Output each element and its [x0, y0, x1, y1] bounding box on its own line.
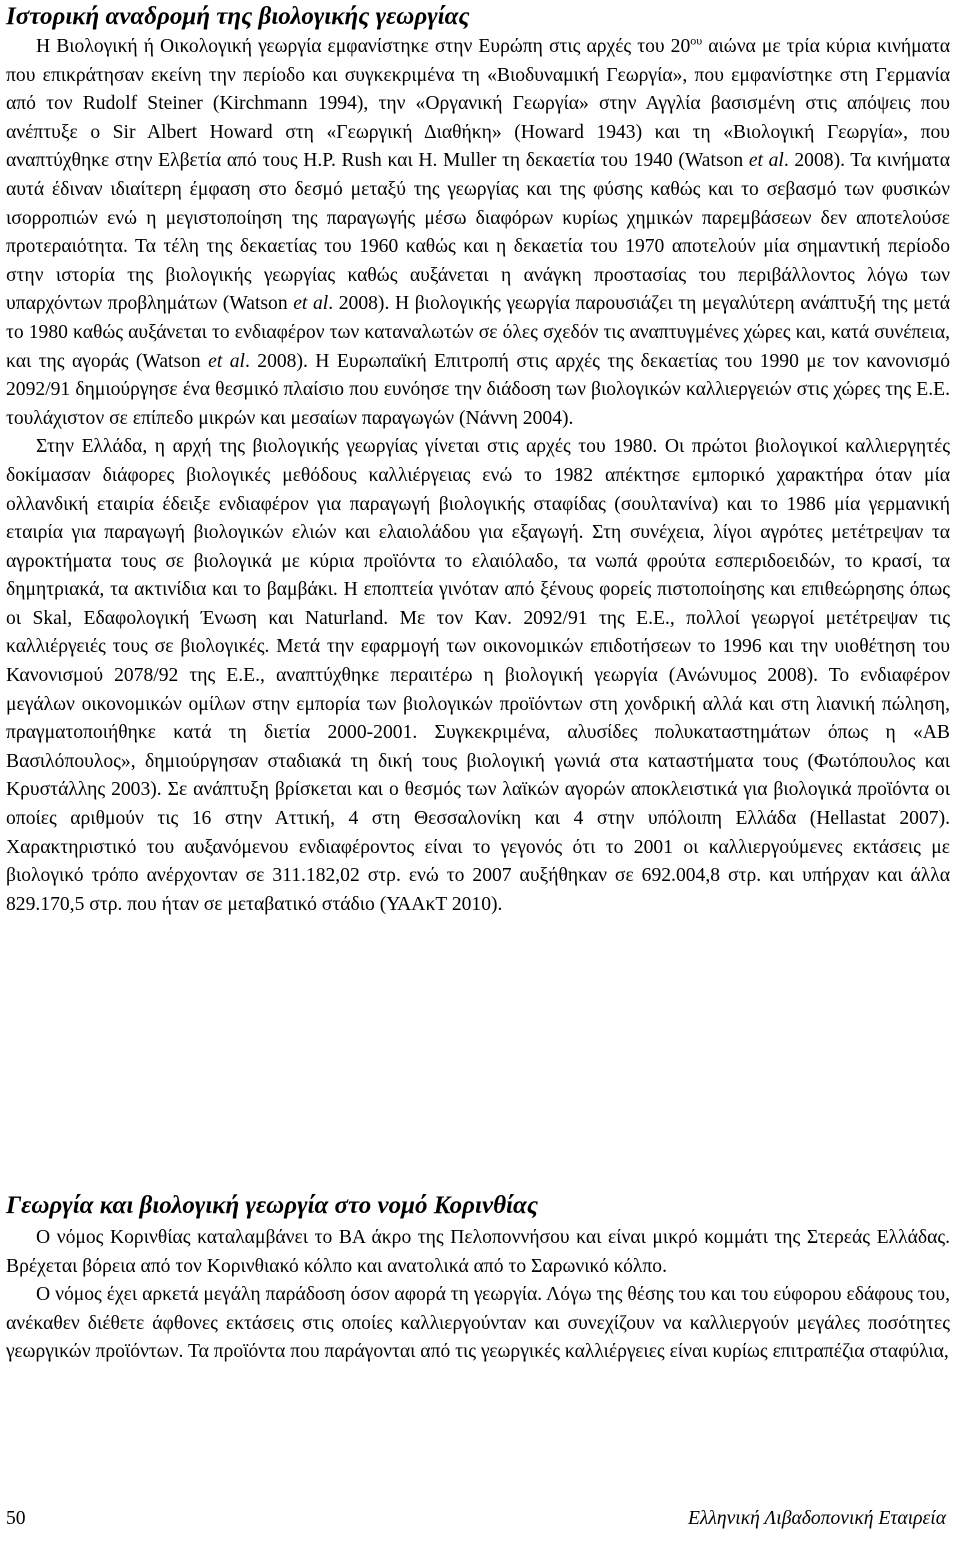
- superscript: ου: [690, 33, 703, 48]
- text-run: Η Βιολογική ή Οικολογική γεωργία εμφανίστηκε στην Ευρώπη στις αρχές του 20: [36, 36, 691, 57]
- publisher-name: Ελληνική Λιβαδοπονική Εταιρεία: [687, 1508, 946, 1529]
- page-number: 50: [6, 1508, 26, 1529]
- citation-et-al: et al: [208, 350, 245, 372]
- paragraph-korinthia-1: Ο νόμος Κορινθίας καταλαμβάνει το ΒΑ άκρο της Πελοποννήσου και είναι μικρό κομμάτι της Στερεάς Ελλάδας. Βρέχεται βόρεια από τον Κορινθιακό κόλπο και ανατολικά από το Σαρωνικό κόλπο.: [6, 1227, 950, 1277]
- citation-et-al: et al: [748, 150, 784, 172]
- paragraph-korinthia-2: Ο νόμος έχει αρκετά μεγάλη παράδοση όσον αφορά τη γεωργία. Λόγω της θέσης του και του εύφορου εδάφους του, ανέκαθεν διέθετε άφθονες εκτάσεις στις οποίες καλλιεργούνταν και συνεχίζουν να καλλιεργούν μεγάλες ποσότητες γεωργικών προϊόντων. Τα προϊόντα που παράγονται από τις γεωργικές καλλιέργειες είναι κυρίως επιτραπέζια σταφύλια,: [6, 1284, 950, 1363]
- citation-et-al: et al: [293, 293, 329, 315]
- section-title-korinthia: Γεωργία και βιολογική γεωργία στο νομό Κορινθίας: [6, 1192, 538, 1219]
- paragraph-history-1: [6, 33, 950, 433]
- text-run: . 2008). Τα κινήματα αυτά έδιναν ιδιαίτερη έμφαση στο δεσμό μεταξύ της γεωργίας και της φύσης καθώς και το σεβασμό των φυσικών ισορροπιών ενώ η μεγιστοποίηση της παραγωγής μέσω διαφόρων κυρίως χημικών παρεμβάσεων δεν αποτελούσε προτεραιότητα. Τα τέλη της δεκαετίας του 1960 καθώς και η δεκαετία του 1970 αποτελούν μία σημαντική περίοδο στην ιστορία της βιολογικής γεωργίας καθώς αυξάνεται η ανάγκη προστασίας του περιβάλλοντος λόγω των υπαρχόντων προβλημάτων (Watson: [6, 150, 950, 315]
- text-run: . 2008). Η Ευρωπαϊκή Επιτροπή στις αρχές της δεκαετίας του 1990 με τον κανονισμό 2092/91 δημιούργησε ένα θεσμικό πλαίσιο που ευνόησε την διάδοση των βιολογικών καλλιεργειών στις χώρες της Ε.Ε. τουλάχιστον σε επίπεδο μικρών και μεσαίων παραγωγών (Νάννη 2004).: [6, 350, 951, 429]
- text-run: αιώνα με τρία κύρια κινήματα που επικράτησαν εκείνη την περίοδο και συγκεκριμένα τη «Βιοδυναμική Γεωργία», που εμφανίστηκε στη Γερμανία από τον Rudolf Steiner (Kirchmann 1994), την «Οργανική Γεωργία» στην Αγγλία βασισμένη στις απόψεις που ανέπτυξε ο Sir Albert Howard στη «Γεωργική Διαθήκη» (Howard 1943) και τη «Βιολογική Γεωργία», που αναπτύχθηκε στην Ελβετία από τους H.P. Rush και H. Muller τη δεκαετία του 1940 (Watson: [6, 36, 950, 172]
- text-run: . 2008). Η βιολογικής γεωργία παρουσιάζει τη μεγαλύτερη ανάπτυξή της μετά το 1980 καθώς αυξάνεται το ενδιαφέρον των καταναλωτών σε όλες σχεδόν τις αναπτυγμένες χώρες και, κατά συνέπεια, και της αγοράς (Watson: [6, 293, 951, 372]
- section-title-history: Ιστορική αναδρομή της βιολογικής γεωργίας: [6, 3, 470, 30]
- paragraph-history-2: Στην Ελλάδα, η αρχή της βιολογικής γεωργίας γίνεται στις αρχές του 1980. Οι πρώτοι βιολογικοί καλλιεργητές δοκίμασαν διάφορες βιολογικές μεθόδους καλλιέργειας ενώ το 1982 απέκτησε εμπορικό χαρακτήρα όταν μία ολλανδική εταιρία έδειξε ενδιαφέρον για παραγωγή βιολογικής σταφίδας (σουλτανίνα) και το 1986 μία γερμανική εταιρία για παραγωγή βιολογικών ελιών και ελαιολάδου για εξαγωγή. Στη συνέχεια, λίγοι αγρότες μετέτρεψαν τα αγροκτήματα τους σε βιολογικά με κύρια προϊόντα το ελαιόλαδο, τα νωπά φρούτα εσπεριδοειδών, το κρασί, τα δημητριακά, τα ακτινίδια και το βαμβάκι. Η εποπτεία γινόταν από ξένους φορείς πιστοποίησης και επιθεώρησης όπως οι Skal, Εδαφολογική Ένωση και Naturland. Με τον Καν. 2092/91 της Ε.Ε., πολλοί γεωργοί μετέτρεψαν τις καλλιέργειές τους σε βιολογικές. Μετά την εφαρμογή των οικονομικών επιδοτήσεων το 1996 και την υιοθέτηση του Κανονισμού 2078/92 της Ε.Ε., αναπτύχθηκε περαιτέρω η βιολογική γεωργία (Ανώνυμος 2008). Το ενδιαφέρον μεγάλων οικονομικών ομίλων στην εμπορία των βιολογικών προϊόντων στη χονδρική αλλά και στη λιανική πώληση, πραγματοποιήθηκε κατά τη διετία 2000-2001. Συγκεκριμένα, αλυσίδες πολυκαταστημάτων όπως η «ΑΒ Βασιλόπουλος», δημιούργησαν σταδιακά τη δική τους βιολογική γωνιά στα καταστήματα τους (Φωτόπουλος και Κρυστάλλης 2003). Σε ανάπτυξη βρίσκεται και ο θεσμός των λαϊκών αγορών αποκλειστικά για βιολογικά προϊόντα οι οποίες αριθμούν τις 16 στην Αττική, 4 στη Θεσσαλονίκη και 4 στην υπόλοιπη Ελλάδα (Hellastat 2007). Χαρακτηριστικό του αυξανόμενου ενδιαφέροντος είναι το γεγονός ότι το 2001 οι καλλιεργούμενες εκτάσεις με βιολογικό τρόπο ανέρχονταν σε 311.182,02 στρ. ενώ το 2007 αυξήθηκαν σε 692.004,8 στρ. και υπήρχαν και άλλα 829.170,5 στρ. που ήταν σε μεταβατικό στάδιο (ΥΑΑκΤ 2010).: [6, 436, 950, 915]
- section-korinthia-body: [6, 1224, 950, 1367]
- section-history-body: [6, 33, 950, 919]
